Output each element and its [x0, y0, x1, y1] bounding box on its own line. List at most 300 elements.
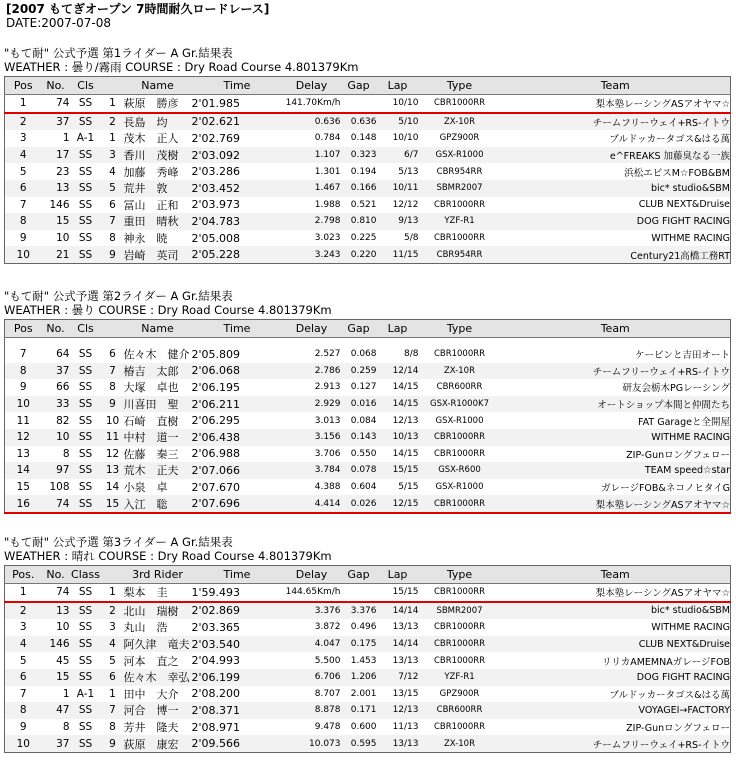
cell-delay: 0.636	[283, 113, 341, 131]
cell-pos: 7	[19, 198, 27, 211]
cell-no: 82	[56, 414, 70, 427]
cell-lap: 10/10	[392, 133, 419, 144]
column-header-delay: Delay	[283, 77, 341, 95]
cell-class-pos: 9	[102, 246, 124, 263]
section-title: "もて耐" 公式予選 第1ライダー A Gr.結果表	[4, 46, 233, 60]
cell-lap: 13/13	[392, 622, 419, 633]
column-header-delay: Delay	[283, 566, 341, 584]
cell-class: SS	[78, 198, 93, 211]
cell-gap: 0.194	[350, 166, 377, 177]
table-row	[5, 163, 731, 180]
cell-lap: 5/15	[398, 482, 419, 493]
cell-delay: 3.156	[283, 429, 341, 446]
table-row	[5, 735, 731, 752]
cell-name: 椿吉 太郎	[124, 363, 192, 380]
cell-delay: 10.073	[283, 735, 341, 752]
cell-type: SBMR2007	[419, 602, 501, 620]
cell-lap: 10/13	[377, 429, 419, 446]
cell-time: 2'08.200	[191, 687, 241, 701]
cell-time: 2'05.228	[192, 246, 283, 263]
cell-class-pos: 6	[109, 348, 116, 361]
cell-class: SS	[70, 636, 102, 653]
table-row	[5, 429, 731, 446]
column-header-class-pos	[102, 320, 124, 338]
cell-no: 64	[56, 348, 70, 361]
cell-class-pos: 8	[109, 721, 116, 734]
cell-gap: 0.600	[350, 722, 377, 733]
column-header-class-pos	[102, 566, 124, 584]
cell-pos: 2	[5, 602, 42, 620]
cell-time: 2'04.993	[191, 654, 241, 668]
column-header-time: Time	[192, 566, 283, 584]
cell-pos: 16	[5, 495, 42, 513]
cell-type: GSX-R600	[419, 462, 501, 479]
cell-no: 74	[42, 584, 70, 602]
table-row	[5, 584, 731, 602]
cell-class: SS	[70, 495, 102, 513]
cell-class: SS	[78, 621, 93, 634]
cell-pos: 2	[5, 113, 42, 131]
table-row	[5, 379, 731, 396]
cell-time: 2'06.195	[191, 380, 241, 394]
cell-name: 川喜田 聖	[124, 396, 192, 413]
cell-class: SS	[78, 481, 93, 494]
cell-team: ケービンと吉田オート	[634, 350, 730, 362]
cell-class: SS	[70, 669, 102, 686]
table-row	[5, 602, 731, 620]
cell-no: 8	[62, 721, 70, 734]
cell-team: チームフリーウェイ+RS-イトウ	[501, 363, 731, 380]
section-weather: WEATHER : 曇り COURSE : Dry Road Course 4.801379Km	[4, 303, 332, 317]
cell-team: 梨本塾レーシングASアオヤマ☆	[501, 495, 731, 513]
cell-name: 梨本 圭	[124, 584, 192, 602]
cell-name: 大塚 卓也	[123, 381, 179, 395]
table-row	[5, 719, 731, 736]
cell-type: CBR1000RR	[419, 636, 501, 653]
cell-type: CBR1000RR	[433, 233, 486, 244]
cell-team: ブルドッカータゴス&はる萬	[609, 689, 730, 701]
cell-delay: 3.013	[314, 415, 341, 426]
cell-team: 研友会栃木PGレーシング	[622, 383, 730, 395]
cell-name: 冨山 正和	[123, 198, 179, 212]
cell-delay: 8.707	[314, 688, 341, 699]
cell-name: 荒井 敦	[124, 180, 192, 197]
cell-class: SS	[70, 147, 102, 164]
cell-time: 2'03.286	[191, 165, 241, 179]
cell-gap: 0.166	[341, 180, 377, 197]
table-row	[5, 396, 731, 413]
cell-time: 2'06.199	[192, 669, 283, 686]
column-header-class: Cls	[70, 320, 102, 338]
cell-class-pos: 1	[102, 584, 124, 602]
table-header-row	[5, 77, 731, 95]
cell-no: 15	[42, 669, 70, 686]
cell-no: 13	[42, 602, 70, 620]
section-rider-1	[4, 47, 731, 264]
cell-time: 2'01.985	[192, 95, 283, 113]
cell-class: SS	[70, 462, 102, 479]
cell-no: 1	[62, 132, 70, 145]
cell-name: 河合 博一	[124, 702, 192, 719]
cell-delay: 3.872	[314, 622, 341, 633]
cell-delay: 4.414	[283, 495, 341, 513]
cell-no: 33	[42, 396, 70, 413]
cell-class: SS	[70, 363, 102, 380]
cell-pos: 1	[5, 95, 42, 113]
cell-class: SS	[78, 381, 93, 394]
cell-gap: 0.810	[341, 213, 377, 230]
cell-gap: 0.323	[341, 147, 377, 164]
cell-pos: 5	[19, 654, 27, 667]
cell-delay: 2.913	[314, 382, 341, 393]
cell-lap: 11/15	[377, 246, 419, 263]
cell-delay: 2.527	[314, 349, 341, 360]
cell-team: ブルドッカータゴス&はる萬	[609, 134, 730, 146]
cell-delay: 5.500	[314, 655, 341, 666]
table-row	[5, 95, 731, 113]
cell-no: 10	[56, 232, 70, 245]
cell-type: GSX-R1000	[435, 415, 484, 426]
cell-type: YZF-R1	[419, 669, 501, 686]
cell-class-pos: 8	[109, 381, 116, 394]
cell-lap: 14/15	[377, 396, 419, 413]
column-header-lap: Lap	[377, 566, 419, 584]
cell-gap: 0.016	[341, 396, 377, 413]
table-row	[5, 702, 731, 719]
table-row	[5, 479, 731, 496]
cell-type: GSX-R1000	[419, 147, 501, 164]
column-header-gap: Gap	[341, 77, 377, 95]
cell-gap: 0.259	[341, 363, 377, 380]
cell-team: TEAM speed☆star	[501, 462, 731, 479]
cell-gap	[341, 95, 377, 113]
cell-time: 2'02.869	[192, 602, 283, 620]
cell-time: 2'03.092	[192, 147, 283, 164]
cell-gap: 0.143	[341, 429, 377, 446]
cell-class-pos: 5	[102, 180, 124, 197]
cell-class: SS	[70, 602, 102, 620]
cell-delay: 2.786	[283, 363, 341, 380]
cell-time: 2'03.540	[192, 636, 283, 653]
table-row	[5, 619, 731, 636]
cell-type: ZX-10R	[419, 735, 501, 752]
column-header-gap: Gap	[341, 566, 377, 584]
cell-gap: 1.206	[341, 669, 377, 686]
cell-lap: 8/8	[404, 349, 419, 360]
cell-lap: 5/13	[398, 166, 419, 177]
cell-class: SS	[70, 95, 102, 113]
column-header-delay: Delay	[283, 320, 341, 338]
cell-name: 河本 直之	[123, 654, 179, 668]
table-row	[5, 495, 731, 513]
cell-class-pos: 11	[102, 429, 124, 446]
cell-name: 田中 大介	[123, 687, 179, 701]
cell-no: 146	[42, 636, 70, 653]
column-header-class: Cls	[70, 77, 102, 95]
cell-type: ZX-10R	[419, 113, 501, 131]
cell-no: 23	[56, 165, 70, 178]
column-header-team: Team	[501, 320, 731, 338]
table-row	[5, 686, 731, 703]
cell-team: CLUB NEXT&Druise	[638, 199, 730, 211]
cell-delay: 3.784	[283, 462, 341, 479]
cell-delay: 144.65Km/h	[283, 584, 341, 602]
cell-delay: 1.107	[283, 147, 341, 164]
cell-team: VOYAGEI→FACTORY	[501, 702, 731, 719]
cell-class: SS	[70, 396, 102, 413]
column-header-lap: Lap	[377, 320, 419, 338]
results-table-2	[4, 319, 731, 514]
cell-type: CBR1000RR	[433, 622, 486, 633]
cell-time: 1'59.493	[192, 584, 283, 602]
spacer-row	[5, 338, 731, 347]
cell-time: 2'03.452	[192, 180, 283, 197]
cell-team: リリカAMEMNAガレージFOB	[601, 656, 730, 668]
cell-pos: 9	[19, 232, 27, 245]
cell-class-pos: 8	[109, 232, 116, 245]
cell-class: SS	[78, 447, 93, 460]
cell-class: SS	[70, 702, 102, 719]
cell-type: CBR1000RR	[433, 199, 486, 210]
cell-type: CBR600RR	[436, 382, 483, 393]
cell-type: GPZ900R	[439, 688, 480, 699]
cell-time: 2'06.211	[192, 396, 283, 413]
cell-class-pos: 4	[109, 165, 116, 178]
cell-gap: 0.175	[341, 636, 377, 653]
column-header-team: Team	[501, 77, 731, 95]
cell-no: 74	[42, 95, 70, 113]
cell-pos: 3	[19, 132, 27, 145]
cell-delay: 0.784	[314, 133, 341, 144]
column-header-type: Type	[419, 77, 501, 95]
cell-class-pos: 1	[109, 132, 116, 145]
cell-name: 萩原 勝彦	[124, 95, 192, 113]
cell-name: 香川 茂樹	[124, 147, 192, 164]
cell-lap: 5/10	[377, 113, 419, 131]
cell-lap: 14/14	[377, 602, 419, 620]
cell-gap: 0.604	[350, 482, 377, 493]
column-header-team: Team	[501, 566, 731, 584]
cell-class-pos: 2	[102, 602, 124, 620]
cell-delay: 1.467	[283, 180, 341, 197]
cell-class: A-1	[76, 687, 95, 700]
cell-pos: 7	[19, 687, 27, 700]
cell-no: 13	[42, 180, 70, 197]
cell-class: SS	[78, 721, 93, 734]
cell-class-pos: 7	[102, 702, 124, 719]
table-row	[5, 446, 731, 463]
cell-pos: 6	[5, 180, 42, 197]
cell-name: 北山 瑞樹	[124, 602, 192, 620]
cell-class: SS	[78, 232, 93, 245]
table-row	[5, 180, 731, 197]
table-row	[5, 246, 731, 263]
cell-no: 10	[56, 621, 70, 634]
cell-class: SS	[78, 165, 93, 178]
cell-team: WITHME RACING	[501, 429, 731, 446]
cell-gap: 0.225	[350, 233, 377, 244]
cell-name: 入江 聡	[124, 495, 192, 513]
cell-time: 2'03.973	[191, 198, 241, 212]
table-row	[5, 130, 731, 147]
cell-team: チームフリーウェイ+RS-イトウ	[501, 113, 731, 131]
cell-pos: 5	[19, 165, 27, 178]
cell-no: 1	[62, 687, 70, 700]
cell-team: DOG FIGHT RACING	[501, 669, 731, 686]
cell-class: SS	[70, 213, 102, 230]
cell-name: 阿久津 竜夫	[124, 636, 192, 653]
cell-lap: 12/14	[377, 363, 419, 380]
cell-class: SS	[78, 348, 93, 361]
cell-lap: 9/13	[377, 213, 419, 230]
cell-no: 21	[42, 246, 70, 263]
cell-class: SS	[70, 735, 102, 752]
column-header-class: Class	[70, 566, 102, 584]
cell-type: CBR1000RR	[419, 429, 501, 446]
cell-pos: 11	[16, 414, 30, 427]
cell-team: チームフリーウェイ+RS-イトウ	[501, 735, 731, 752]
results-table-1	[4, 76, 731, 264]
cell-class: SS	[78, 414, 93, 427]
table-row	[5, 147, 731, 164]
cell-type: CBR954RR	[436, 166, 483, 177]
cell-no: 108	[49, 481, 70, 494]
cell-delay: 4.388	[314, 482, 341, 493]
table-row	[5, 636, 731, 653]
cell-type: CBR1000RR	[433, 722, 486, 733]
cell-delay: 3.376	[283, 602, 341, 620]
cell-name: 荒木 正夫	[124, 462, 192, 479]
cell-team: bic* studio&SBM	[501, 602, 731, 620]
cell-delay: 9.478	[314, 722, 341, 733]
cell-time: 2'03.365	[191, 620, 241, 634]
cell-class-pos: 3	[109, 621, 116, 634]
cell-team: WITHME RACING	[651, 621, 730, 633]
column-header-no: No.	[42, 320, 70, 338]
cell-no: 66	[56, 381, 70, 394]
table-row	[5, 197, 731, 214]
table-header-row	[5, 566, 731, 584]
cell-gap	[341, 584, 377, 602]
cell-pos: 12	[5, 429, 42, 446]
section-title: "もて耐" 公式予選 第2ライダー A Gr.結果表	[4, 289, 233, 303]
cell-time: 2'09.566	[192, 735, 283, 752]
cell-team: 浜松エビスM☆FOB&BM	[624, 167, 730, 179]
cell-no: 74	[42, 495, 70, 513]
cell-name: 小泉 卓	[123, 481, 168, 495]
cell-gap: 0.496	[350, 622, 377, 633]
cell-team: 梨本塾レーシングASアオヤマ☆	[501, 95, 731, 113]
cell-delay: 3.023	[314, 233, 341, 244]
cell-class-pos: 6	[109, 198, 116, 211]
cell-type: CBR1000RR	[433, 349, 486, 360]
cell-lap: 11/13	[392, 722, 419, 733]
cell-time: 2'07.670	[191, 480, 241, 494]
cell-class-pos: 6	[102, 669, 124, 686]
column-header-no: No.	[42, 566, 70, 584]
cell-team: DOG FIGHT RACING	[501, 213, 731, 230]
cell-name: 丸山 浩	[123, 621, 168, 635]
cell-lap: 12/12	[392, 199, 419, 210]
cell-time: 2'08.971	[191, 720, 241, 734]
cell-team: Century21高橋工務RT	[501, 246, 731, 263]
column-header-class-pos	[102, 77, 124, 95]
section-weather: WEATHER : 曇り/霧雨 COURSE : Dry Road Course 4.801379Km	[4, 60, 359, 74]
table-row	[5, 363, 731, 380]
cell-time: 2'06.068	[192, 363, 283, 380]
cell-gap: 0.595	[341, 735, 377, 752]
cell-lap: 6/7	[377, 147, 419, 164]
cell-lap: 10/10	[377, 95, 419, 113]
cell-class-pos: 1	[109, 687, 116, 700]
cell-time: 2'02.769	[191, 131, 241, 145]
cell-lap: 12/13	[392, 415, 419, 426]
cell-class: SS	[70, 113, 102, 131]
cell-type: CBR954RR	[419, 246, 501, 263]
cell-lap: 14/15	[392, 448, 419, 459]
cell-type: ZX-10R	[419, 363, 501, 380]
cell-class: SS	[70, 246, 102, 263]
cell-delay: 1.301	[314, 166, 341, 177]
cell-team: FAT Garageと全開屋	[638, 416, 730, 428]
cell-class-pos: 7	[102, 213, 124, 230]
cell-team: ZIP-Gunロングフェロー	[626, 723, 730, 735]
cell-no: 10	[42, 429, 70, 446]
cell-name: 荻原 康宏	[124, 735, 192, 752]
cell-delay: 141.70Km/h	[283, 95, 341, 113]
cell-type: CBR1000RR	[433, 448, 486, 459]
cell-delay: 3.243	[283, 246, 341, 263]
cell-pos: 9	[19, 381, 27, 394]
cell-no: 97	[42, 462, 70, 479]
table-row	[5, 346, 731, 363]
cell-delay: 1.988	[314, 199, 341, 210]
cell-type: GSX-R1000K7	[419, 396, 501, 413]
table-header-row	[5, 320, 731, 338]
cell-pos: 3	[19, 621, 27, 634]
cell-name: 重田 晴秋	[124, 213, 192, 230]
table-row	[5, 412, 731, 429]
cell-time: 2'08.371	[192, 702, 283, 719]
cell-type: CBR1000RR	[419, 495, 501, 513]
cell-name: 神永 暁	[123, 232, 168, 246]
results-table-3	[4, 565, 731, 753]
cell-class-pos: 13	[102, 462, 124, 479]
cell-type: GPZ900R	[439, 133, 480, 144]
cell-pos: 10	[5, 246, 42, 263]
cell-team: bic* studio&SBM	[501, 180, 731, 197]
cell-class-pos: 7	[102, 363, 124, 380]
cell-pos: 1	[5, 584, 42, 602]
cell-name: 茂木 正人	[123, 132, 179, 146]
column-header-name: Name	[124, 77, 192, 95]
cell-name: 加藤 秀峰	[123, 165, 179, 179]
cell-delay: 2.929	[283, 396, 341, 413]
cell-time: 2'07.696	[192, 495, 283, 513]
cell-lap: 13/13	[377, 735, 419, 752]
cell-gap: 2.001	[350, 688, 377, 699]
cell-name: 佐々木 健介	[123, 348, 190, 362]
cell-class-pos: 9	[102, 735, 124, 752]
column-header-no: No.	[42, 77, 70, 95]
cell-time: 2'07.066	[192, 462, 283, 479]
cell-lap: 13/13	[392, 655, 419, 666]
cell-gap: 0.026	[341, 495, 377, 513]
cell-class-pos: 15	[102, 495, 124, 513]
cell-class-pos: 3	[102, 147, 124, 164]
cell-type: YZF-R1	[419, 213, 501, 230]
cell-pos: 8	[5, 363, 42, 380]
